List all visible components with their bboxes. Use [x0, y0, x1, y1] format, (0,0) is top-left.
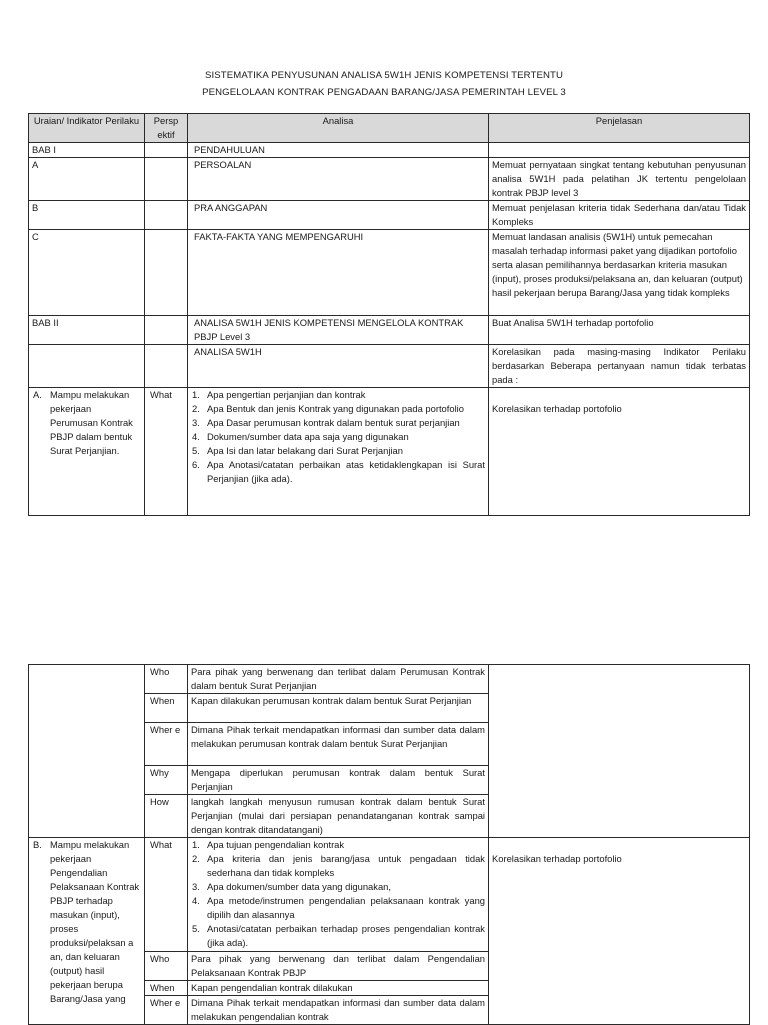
header-penjelasan: Penjelasan	[489, 114, 750, 143]
header-analisa: Analisa	[188, 114, 489, 143]
perspective-label: What	[145, 388, 188, 516]
perspective-label: What	[145, 838, 188, 952]
row-analisa: PERSOALAN	[188, 158, 489, 201]
list-item: 2. Apa Bentuk dan jenis Kontrak yang digunakan pada portofolio	[192, 403, 464, 414]
document-title-line2: PENGELOLAAN KONTRAK PENGADAAN BARANG/JASA PEMERINTAH LEVEL 3	[202, 87, 566, 98]
perspective-label: Wher e	[145, 996, 188, 1025]
table-row	[29, 201, 750, 230]
row-penjelasan: Memuat landasan analisis (5W1H) untuk pemecahan masalah terhadap informasi paket yang dijadikan portofolio serta alasan pemilihannya berdasarkan kriteria masukan (input), proses produksi/pelaksana an, dan keluaran (output) hasil pekerjaan berupa Barang/Jasa yang tidak kompleks	[489, 230, 750, 316]
list-item: 3. Apa dokumen/sumber data yang digunakan,	[192, 881, 391, 892]
row-analisa: langkah langkah menyusun rumusan kontrak dalam bentuk Surat Perjanjian (mulai dari persiapan penandatanganan kontrak sampai dengan kontrak ditandatangani)	[188, 795, 489, 838]
row-analisa: Kapan dilakukan perumusan kontrak dalam bentuk Surat Perjanjian	[188, 694, 489, 723]
list-item: 6. Apa Anotasi/catatan perbaikan atas ketidaklengkapan isi Surat Perjanjian (jika ada).	[192, 459, 485, 484]
row-penjelasan: Memuat pernyataan singkat tentang kebutuhan penyusunan analisa 5W1H pada pelatihan JK tertentu pengelolaan kontrak PBJP level 3	[489, 158, 750, 201]
perspective-label: Wher e	[145, 723, 188, 766]
row-penjelasan: Korelasikan terhadap portofolio	[489, 838, 750, 1025]
table-row	[29, 158, 750, 201]
row-analisa: PRA ANGGAPAN	[188, 201, 489, 230]
perspective-label: Why	[145, 766, 188, 795]
perspective-label: How	[145, 795, 188, 838]
table-row	[29, 316, 750, 345]
table-row	[29, 230, 750, 316]
indicator-text: Mampu melakukan pekerjaan Perumusan Kontrak PBJP dalam bentuk Surat Perjanjian.	[50, 389, 133, 456]
row-analisa: ANALISA 5W1H	[188, 345, 489, 388]
row-analisa: Para pihak yang berwenang dan terlibat dalam Perumusan Kontrak dalam bentuk Surat Perjanjian	[188, 665, 489, 694]
perspective-label: When	[145, 981, 188, 996]
row-analisa: Kapan pengendalian kontrak dilakukan	[188, 981, 489, 996]
list-item: 3. Apa Dasar perumusan kontrak dalam bentuk surat perjanjian	[192, 417, 460, 428]
row-label: A	[29, 158, 145, 201]
list-item: 4. Dokumen/sumber data apa saja yang digunakan	[192, 431, 409, 442]
question-list	[191, 838, 485, 950]
indicator-row-b	[29, 838, 750, 952]
row-label: BAB II	[29, 316, 145, 345]
indicator-text: Mampu melakukan pekerjaan Pengendalian Pelaksanaan Kontrak PBJP terhadap masukan (input), proses produksi/pelaksan a an, dan keluaran (output) hasil pekerjaan berupa Barang/Jasa yang	[50, 839, 140, 1004]
indicator-letter: B.	[33, 839, 42, 850]
header-perspektif: Persp ektif	[145, 114, 188, 143]
table-row	[29, 345, 750, 388]
row-penjelasan: Buat Analisa 5W1H terhadap portofolio	[489, 316, 750, 345]
list-item: 4. Apa metode/instrumen pengendalian pelaksanaan kontrak yang dipilih dan alasannya	[192, 895, 485, 920]
list-item: 1. Apa tujuan pengendalian kontrak	[192, 839, 345, 850]
row-label: C	[29, 230, 145, 316]
row-analisa: Dimana Pihak terkait mendapatkan informasi dan sumber data dalam melakukan pengendalian kontrak	[188, 996, 489, 1025]
row-analisa: PENDAHULUAN	[188, 143, 489, 158]
list-item: 5. Anotasi/catatan perbaikan terhadap proses pengendalian kontrak (jika ada).	[192, 923, 485, 948]
list-item: 1. Apa pengertian perjanjian dan kontrak	[192, 389, 366, 400]
row-analisa: ANALISA 5W1H JENIS KOMPETENSI MENGELOLA KONTRAK PBJP Level 3	[188, 316, 489, 345]
row-penjelasan: Korelasikan terhadap portofolio	[489, 388, 750, 516]
analysis-table-continued	[28, 664, 750, 1025]
row-analisa: Para pihak yang berwenang dan terlibat dalam Pengendalian Pelaksanaan Kontrak PBJP	[188, 952, 489, 981]
perspective-label: When	[145, 694, 188, 723]
table-header-row	[29, 114, 750, 143]
row-analisa: Mengapa diperlukan perumusan kontrak dalam bentuk Surat Perjanjian	[188, 766, 489, 795]
indicator-row-a	[29, 388, 750, 516]
row-label: B	[29, 201, 145, 230]
row-analisa: FAKTA-FAKTA YANG MEMPENGARUHI	[188, 230, 489, 316]
table-row	[29, 143, 750, 158]
analysis-table	[28, 113, 750, 516]
row-label: BAB I	[29, 143, 145, 158]
list-item: 5. Apa Isi dan latar belakang dari Surat Perjanjian	[192, 445, 403, 456]
row-penjelasan: Korelasikan pada masing-masing Indikator Perilaku berdasarkan Beberapa pertanyaan namun tidak terbatas pada :	[489, 345, 750, 388]
list-item: 2. Apa kriteria dan jenis barang/jasa untuk pengadaan tidak sederhana dan tidak kompleks	[192, 853, 485, 878]
document-title-line1: SISTEMATIKA PENYUSUNAN ANALISA 5W1H JENIS KOMPETENSI TERTENTU	[205, 70, 563, 81]
indicator-letter: A.	[33, 389, 42, 400]
perspective-label: Who	[145, 952, 188, 981]
header-uraian: Uraian/ Indikator Perilaku	[29, 114, 145, 143]
perspective-label: Who	[145, 665, 188, 694]
table-row	[29, 665, 750, 694]
row-analisa: Dimana Pihak terkait mendapatkan informasi dan sumber data dalam melakukan perumusan kontrak dalam bentuk Surat Perjanjian	[188, 723, 489, 766]
row-penjelasan: Memuat penjelasan kriteria tidak Sederhana dan/atau Tidak Kompleks	[489, 201, 750, 230]
question-list	[191, 388, 485, 486]
